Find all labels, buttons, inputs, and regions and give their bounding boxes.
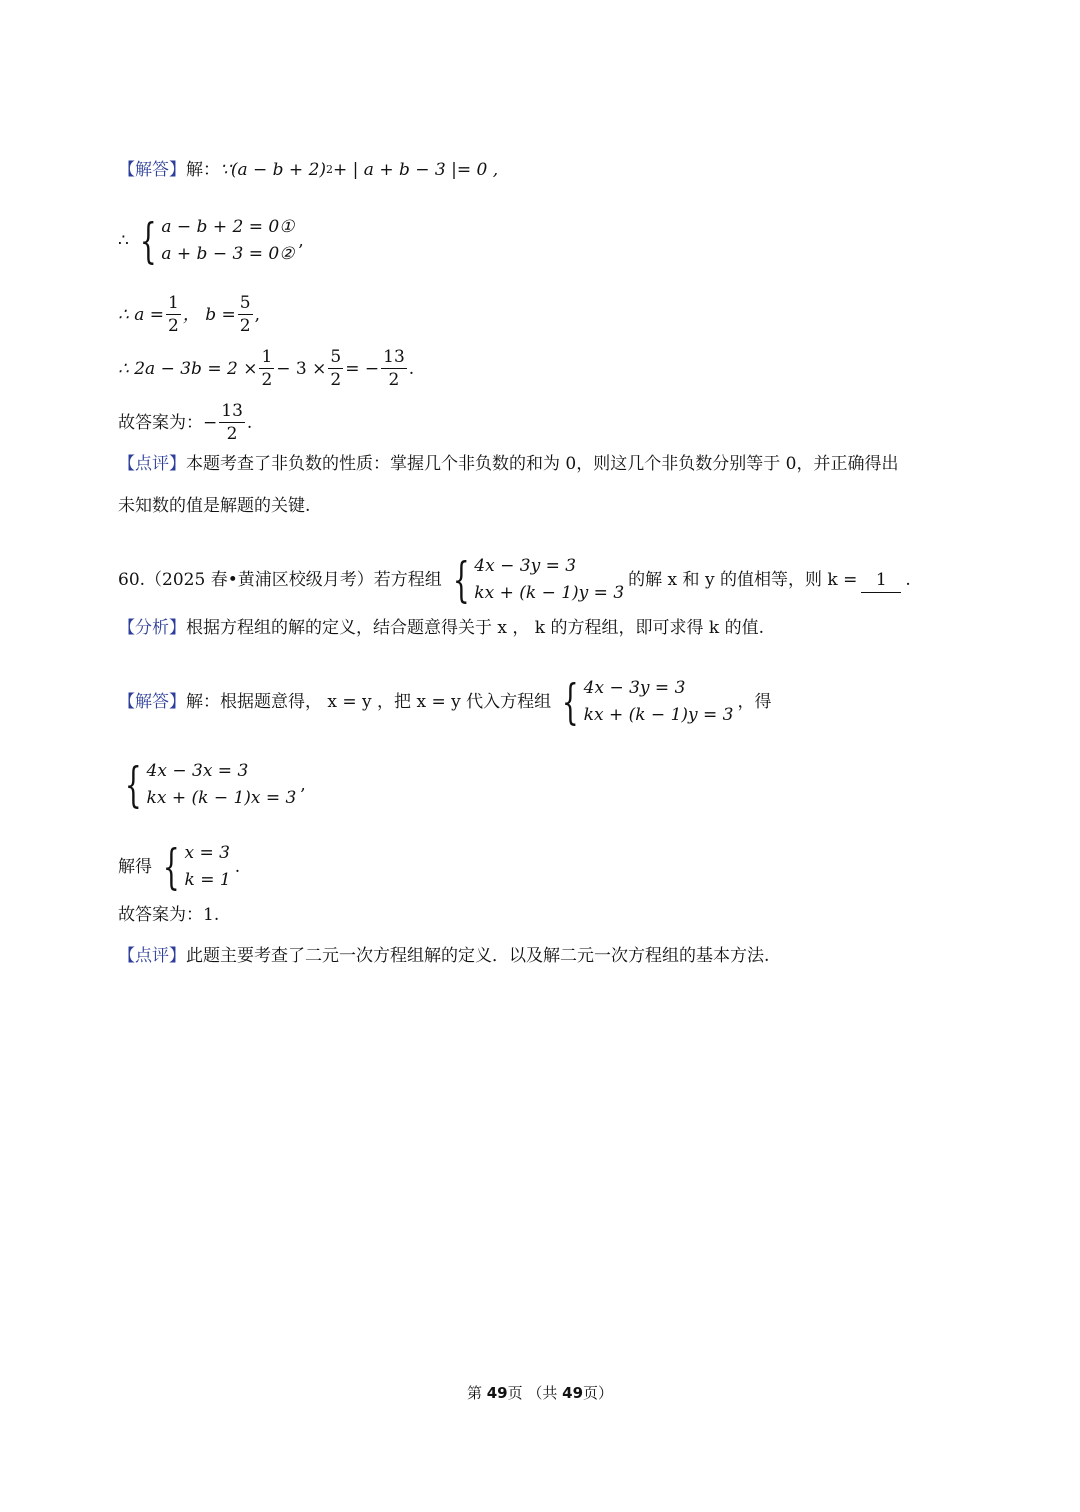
question-tail: . — [905, 570, 911, 590]
numerator: 1 — [168, 293, 179, 313]
fraction-b — [238, 292, 253, 337]
answer-blank: 1 — [861, 568, 901, 593]
denominator: 2 — [226, 424, 238, 444]
numerator: 1 — [261, 347, 273, 367]
system-row: x = 3 — [184, 843, 231, 863]
question-mid: 的解 x 和 y 的值相等，则 k = — [628, 570, 858, 590]
page-total: 49 — [562, 1384, 584, 1402]
brace-icon: { — [561, 674, 579, 730]
solution-lead: 解得 — [118, 857, 152, 877]
denominator: 2 — [261, 370, 273, 390]
question-lead: 若方程组 — [373, 570, 442, 590]
a-label: ∴ a = — [118, 304, 165, 325]
answer-tail: ，得 — [737, 692, 772, 712]
system-row: 4x − 3y = 3 — [583, 678, 686, 698]
equation-system — [118, 758, 296, 812]
values-tail: , — [254, 304, 261, 325]
question-number: 60. — [118, 570, 146, 590]
review-line-2 — [118, 494, 980, 518]
page-footer — [0, 1382, 1080, 1403]
system-row: kx + (k − 1)y = 3 — [474, 583, 625, 603]
fraction-a — [166, 292, 181, 337]
system-row: k = 1 — [184, 870, 231, 890]
final-sign: − — [203, 412, 218, 433]
review-line — [118, 452, 980, 476]
system-tail: , — [298, 231, 304, 251]
system-row: kx + (k − 1)x = 3 — [146, 788, 297, 808]
fraction — [328, 346, 343, 391]
brace-icon: { — [124, 757, 142, 813]
equation-system — [446, 553, 624, 607]
calc-tail: . — [408, 358, 415, 379]
system-line — [118, 214, 980, 268]
square-exponent: 2 — [326, 163, 334, 176]
analysis-tag: 【分析】 — [118, 618, 186, 638]
question-source: （2025 春•黄浦区校级月考） — [145, 570, 374, 590]
answer-text: 解：根据题意得， x = y ，把 x = y 代入方程组 — [186, 692, 552, 712]
denominator: 2 — [330, 370, 342, 390]
footer-pre: 第 — [466, 1384, 487, 1402]
review-tag: 【点评】 — [118, 454, 186, 474]
analysis-text: 根据方程组的解的定义，结合题意得关于 x ， k 的方程组，即可求得 k 的值. — [186, 618, 765, 638]
answer-tag: 【解答】 — [118, 160, 186, 180]
fraction — [381, 346, 407, 391]
numerator: 5 — [239, 293, 251, 313]
calc-lhs: ∴ 2a − 3b = 2 × — [118, 358, 258, 379]
answer-line-60 — [118, 675, 980, 729]
final-answer-text: 故答案为：1. — [118, 905, 220, 925]
denominator: 2 — [168, 316, 179, 336]
analysis-line — [118, 616, 980, 640]
final-lead: 故答案为： — [118, 412, 203, 433]
solution-line — [118, 840, 980, 894]
final-answer-line — [118, 400, 980, 445]
question-60 — [118, 553, 980, 607]
review-text: 本题考查了非负数的性质：掌握几个非负数的和为 0，则这几个非负数分别等于 0，并正确得出 — [186, 454, 899, 474]
calc-eq: = − — [345, 358, 380, 379]
answer-tag: 【解答】 — [118, 692, 186, 712]
given-expression-rest: + | a + b − 3 |= 0 , — [333, 160, 499, 180]
footer-mid: 页 （共 — [507, 1384, 563, 1402]
calc-mid: − 3 × — [276, 358, 327, 379]
denominator: 2 — [239, 316, 251, 336]
substituted-system-line — [118, 758, 980, 812]
review-tag: 【点评】 — [118, 946, 186, 966]
numerator: 5 — [330, 347, 342, 367]
review-text: 此题主要考查了二元一次方程组解的定义．以及解二元一次方程组的基本方法. — [186, 946, 770, 966]
equation-system — [156, 840, 231, 894]
substituted-tail: , — [300, 775, 306, 795]
system-row: a − b + 2 = 0① — [161, 217, 295, 237]
page-number: 49 — [486, 1384, 508, 1402]
values-line — [118, 292, 980, 337]
therefore-symbol: ∴ — [118, 231, 129, 251]
review-text-2: 未知数的值是解题的关键. — [118, 496, 311, 516]
final-answer-60 — [118, 903, 980, 927]
answer-line — [118, 158, 980, 182]
calc-line — [118, 346, 980, 391]
fraction — [219, 400, 245, 445]
brace-icon: { — [162, 839, 180, 895]
final-tail: . — [246, 412, 253, 433]
answer-lead: 解： — [186, 160, 220, 180]
numerator: 13 — [383, 347, 405, 367]
brace-icon: { — [452, 552, 470, 608]
b-label: ， b = — [182, 304, 236, 325]
numerator: 13 — [221, 401, 243, 421]
footer-post: 页） — [583, 1384, 614, 1402]
brace-icon: { — [139, 213, 157, 269]
system-row: a + b − 3 = 0② — [161, 244, 295, 264]
equation-system — [133, 214, 295, 268]
given-expression: ∵(a − b + 2) — [220, 160, 327, 180]
equation-system — [555, 675, 733, 729]
denominator: 2 — [388, 370, 400, 390]
system-row: kx + (k − 1)y = 3 — [583, 705, 734, 725]
review-line-60 — [118, 944, 980, 968]
fraction — [259, 346, 274, 391]
system-row: 4x − 3y = 3 — [474, 556, 577, 576]
solution-tail: . — [234, 857, 241, 877]
system-row: 4x − 3x = 3 — [146, 761, 249, 781]
